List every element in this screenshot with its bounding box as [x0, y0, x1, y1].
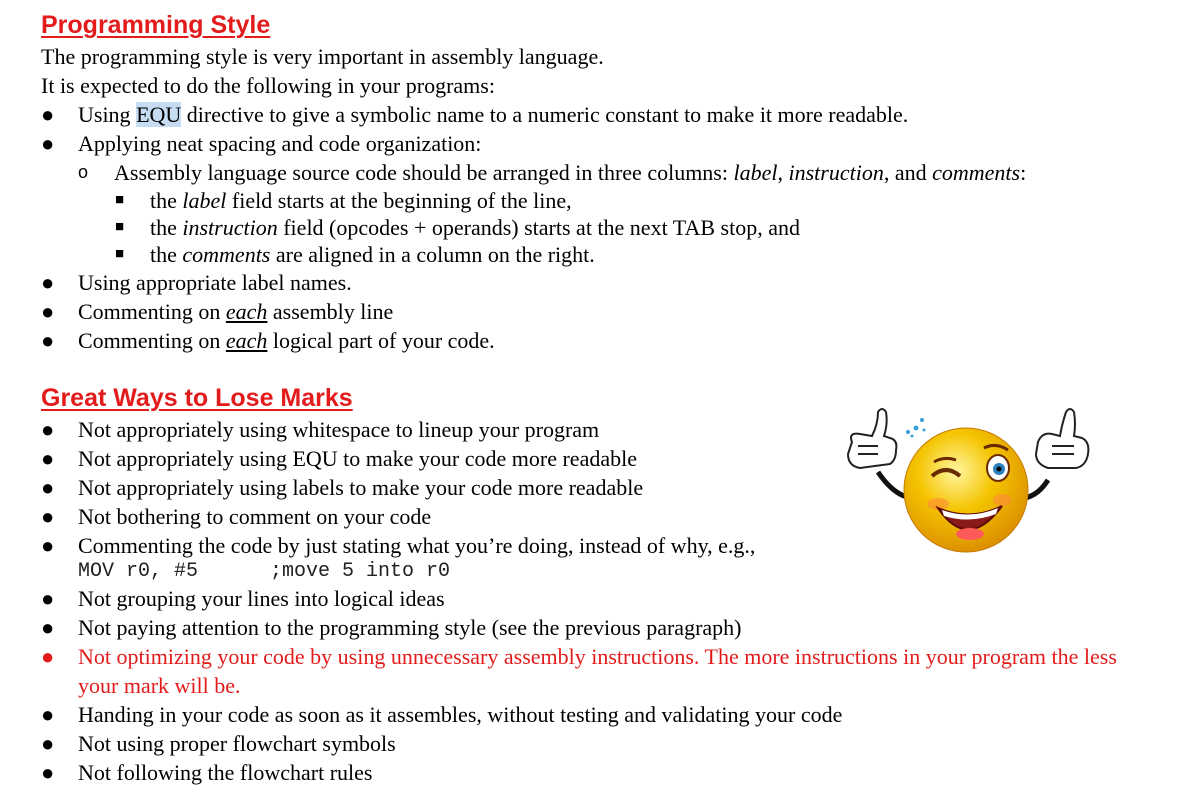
- intro-line-2: It is expected to do the following in your programs:: [41, 73, 495, 98]
- list-item-labels: ● Using appropriate label names.: [41, 270, 352, 295]
- bullet-icon: ●: [41, 102, 55, 127]
- bullet-icon: ●: [41, 586, 55, 611]
- bullet-icon: ●: [41, 533, 55, 558]
- list-item: ● Not using proper flowchart symbols: [41, 731, 396, 756]
- list-item-spacing: ● Applying neat spacing and code organization:: [41, 131, 482, 156]
- circle-bullet-icon: o: [78, 162, 89, 182]
- list-item: ● Not appropriately using whitespace to lineup your program: [41, 417, 600, 442]
- bullet-icon: ●: [41, 417, 55, 442]
- sub-item-columns: o Assembly language source code should be arranged in three columns: label, instruction, and comments:: [78, 160, 1027, 185]
- square-bullet-icon: ■: [115, 219, 125, 235]
- sub-sub-item-instruction: ■ the instruction field (opcodes + operands) starts at the next TAB stop, and: [115, 215, 800, 240]
- winking-smiley-thumbs-up-icon: [838, 402, 1094, 562]
- list-item-equ: ● Using EQU directive to give a symbolic name to a numeric constant to make it more readable.: [41, 102, 909, 127]
- bullet-icon: ●: [41, 131, 55, 156]
- list-item: ● Not grouping your lines into logical ideas: [41, 586, 445, 611]
- bullet-icon: ●: [41, 299, 55, 324]
- list-item-commenting: ● Commenting the code by just stating what you’re doing, instead of why, e.g., MOV r0, #5 ;move 5 into r0: [41, 531, 1138, 584]
- bullet-icon: ●: [41, 446, 55, 471]
- heading-programming-style: Programming Style: [41, 11, 271, 39]
- bullet-icon: ●: [41, 504, 55, 529]
- list-item-comment-part: ● Commenting on each logical part of your code.: [41, 328, 495, 353]
- square-bullet-icon: ■: [115, 192, 125, 208]
- bullet-icon: ●: [41, 328, 55, 353]
- style-list: [41, 100, 1161, 355]
- bullet-icon: ●: [41, 760, 55, 785]
- bullet-icon: ●: [41, 475, 55, 500]
- bullet-icon: ●: [41, 270, 55, 295]
- list-item: ● Not appropriately using labels to make your code more readable: [41, 475, 644, 500]
- list-item: ● Not bothering to comment on your code: [41, 504, 432, 529]
- intro-line-1: The programming style is very important in assembly language.: [41, 44, 604, 69]
- heading-lose-marks: Great Ways to Lose Marks: [41, 384, 353, 412]
- sub-sub-item-comments: ■ the comments are aligned in a column on the right.: [115, 242, 595, 267]
- bullet-icon: ●: [41, 702, 55, 727]
- code-example: MOV r0, #5 ;move 5 into r0: [78, 560, 451, 583]
- list-item: ● Not appropriately using EQU to make your code more readable: [41, 446, 637, 471]
- bullet-icon: ●: [41, 644, 55, 669]
- document-page: [41, 8, 1161, 787]
- highlighted-equ: EQU: [136, 102, 182, 127]
- sub-sub-item-label: ■ the label field starts at the beginning of the line,: [115, 188, 572, 213]
- bullet-icon: ●: [41, 615, 55, 640]
- list-item: ● Not paying attention to the programming style (see the previous paragraph): [41, 615, 742, 640]
- list-item: ● Handing in your code as soon as it assembles, without testing and validating your code: [41, 702, 843, 727]
- bullet-icon: ●: [41, 731, 55, 756]
- list-item-red-optimizing: ● Not optimizing your code by using unnecessary assembly instructions. The more instructions in your program the less your mark will be.: [41, 644, 1117, 698]
- square-bullet-icon: ■: [115, 246, 125, 262]
- list-item-comment-line: ● Commenting on each assembly line: [41, 299, 394, 324]
- list-item: ● Not following the flowchart rules: [41, 760, 373, 785]
